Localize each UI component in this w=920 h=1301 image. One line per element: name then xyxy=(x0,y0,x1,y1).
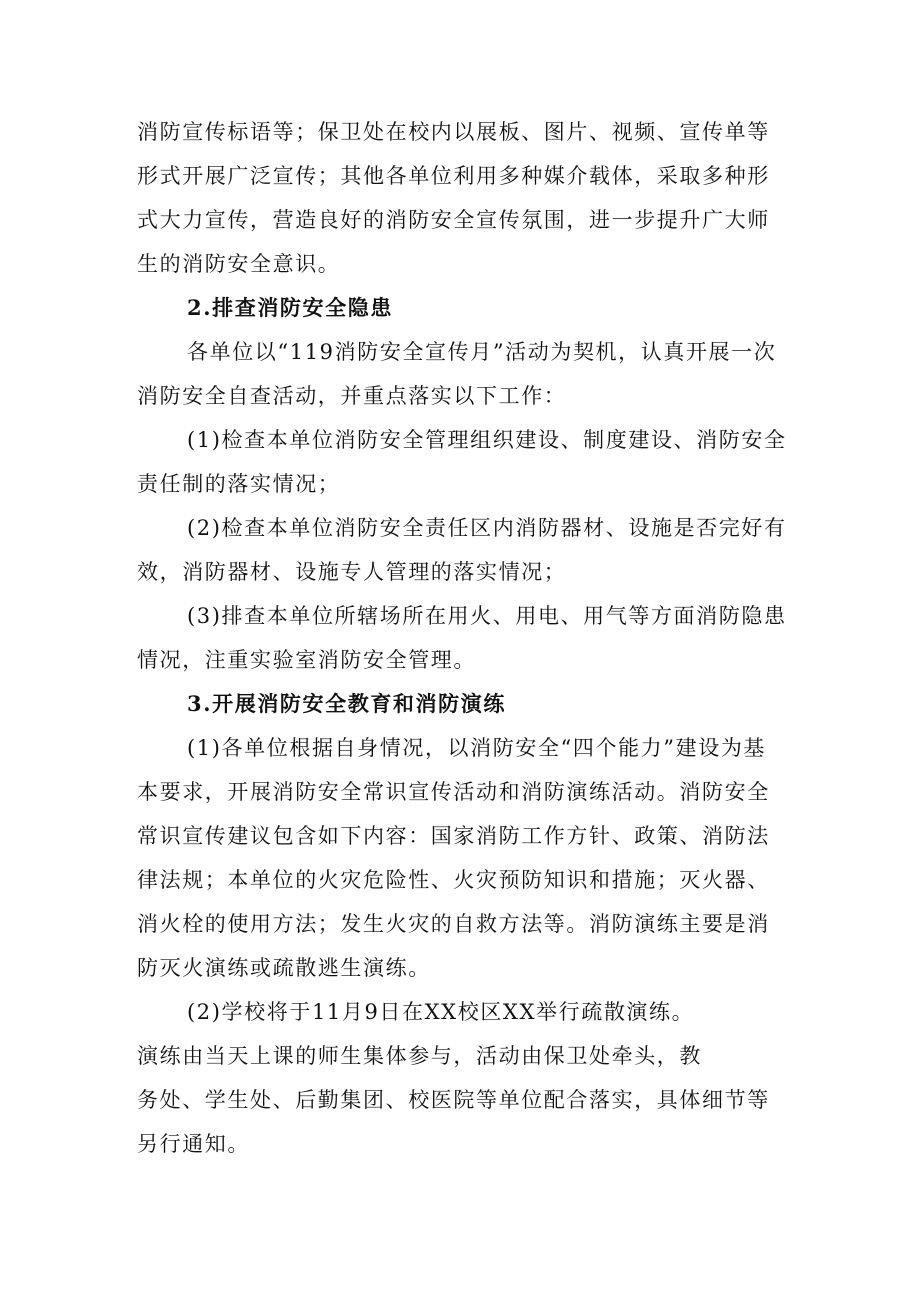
list-item-line: (2)检查本单位消防安全责任区内消防器材、设施是否完好有 xyxy=(187,516,787,540)
body-line: 消防宣传标语等；保卫处在校内以展板、图片、视频、宣传单等 xyxy=(137,120,770,144)
body-line: 式大力宣传，营造良好的消防安全宣传氛围，进一步提升广大师 xyxy=(137,208,770,232)
list-item-line: (2)学校将于11月9日在XX校区XX举行疏散演练。 xyxy=(187,1000,695,1024)
body-line: 律法规；本单位的火灾危险性、火灾预防知识和措施；灭火器、 xyxy=(137,868,770,892)
body-line: 防灭火演练或疏散逃生演练。 xyxy=(137,956,431,980)
list-item-line: (1)检查本单位消防安全管理组织建设、制度建设、消防安全 xyxy=(187,428,787,452)
section-heading: 2.排查消防安全隐患 xyxy=(187,295,393,320)
body-line: 常识宣传建议包含如下内容：国家消防工作方针、政策、消防法 xyxy=(137,824,770,848)
list-item-line: (3)排查本单位所辖场所在用火、用电、用气等方面消防隐患 xyxy=(187,604,787,628)
body-line: 演练由当天上课的师生集体参与，活动由保卫处牵头，教 xyxy=(137,1044,702,1068)
list-item-line: (1)各单位根据自身情况，以消防安全“四个能力”建设为基 xyxy=(187,736,767,760)
body-line: 各单位以“119消防安全宣传月”活动为契机，认真开展一次 xyxy=(187,340,777,364)
body-line: 另行通知。 xyxy=(137,1132,250,1156)
body-line: 消防安全自查活动，并重点落实以下工作： xyxy=(137,384,567,408)
body-line: 务处、学生处、后勤集团、校医院等单位配合落实，具体细节等 xyxy=(137,1088,770,1112)
section-heading: 3.开展消防安全教育和消防演练 xyxy=(187,691,506,716)
list-item-line: 情况，注重实验室消防安全管理。 xyxy=(137,648,476,672)
body-line: 消火栓的使用方法；发生火灾的自救方法等。消防演练主要是消 xyxy=(137,912,770,936)
body-line: 本要求，开展消防安全常识宣传活动和消防演练活动。消防安全 xyxy=(137,780,770,804)
list-item-line: 责任制的落实情况； xyxy=(137,472,341,496)
list-item-line: 效，消防器材、设施专人管理的落实情况； xyxy=(137,560,567,584)
body-line: 形式开展广泛宣传；其他各单位利用多种媒介载体，采取多种形 xyxy=(137,164,770,188)
body-line: 生的消防安全意识。 xyxy=(137,252,341,276)
